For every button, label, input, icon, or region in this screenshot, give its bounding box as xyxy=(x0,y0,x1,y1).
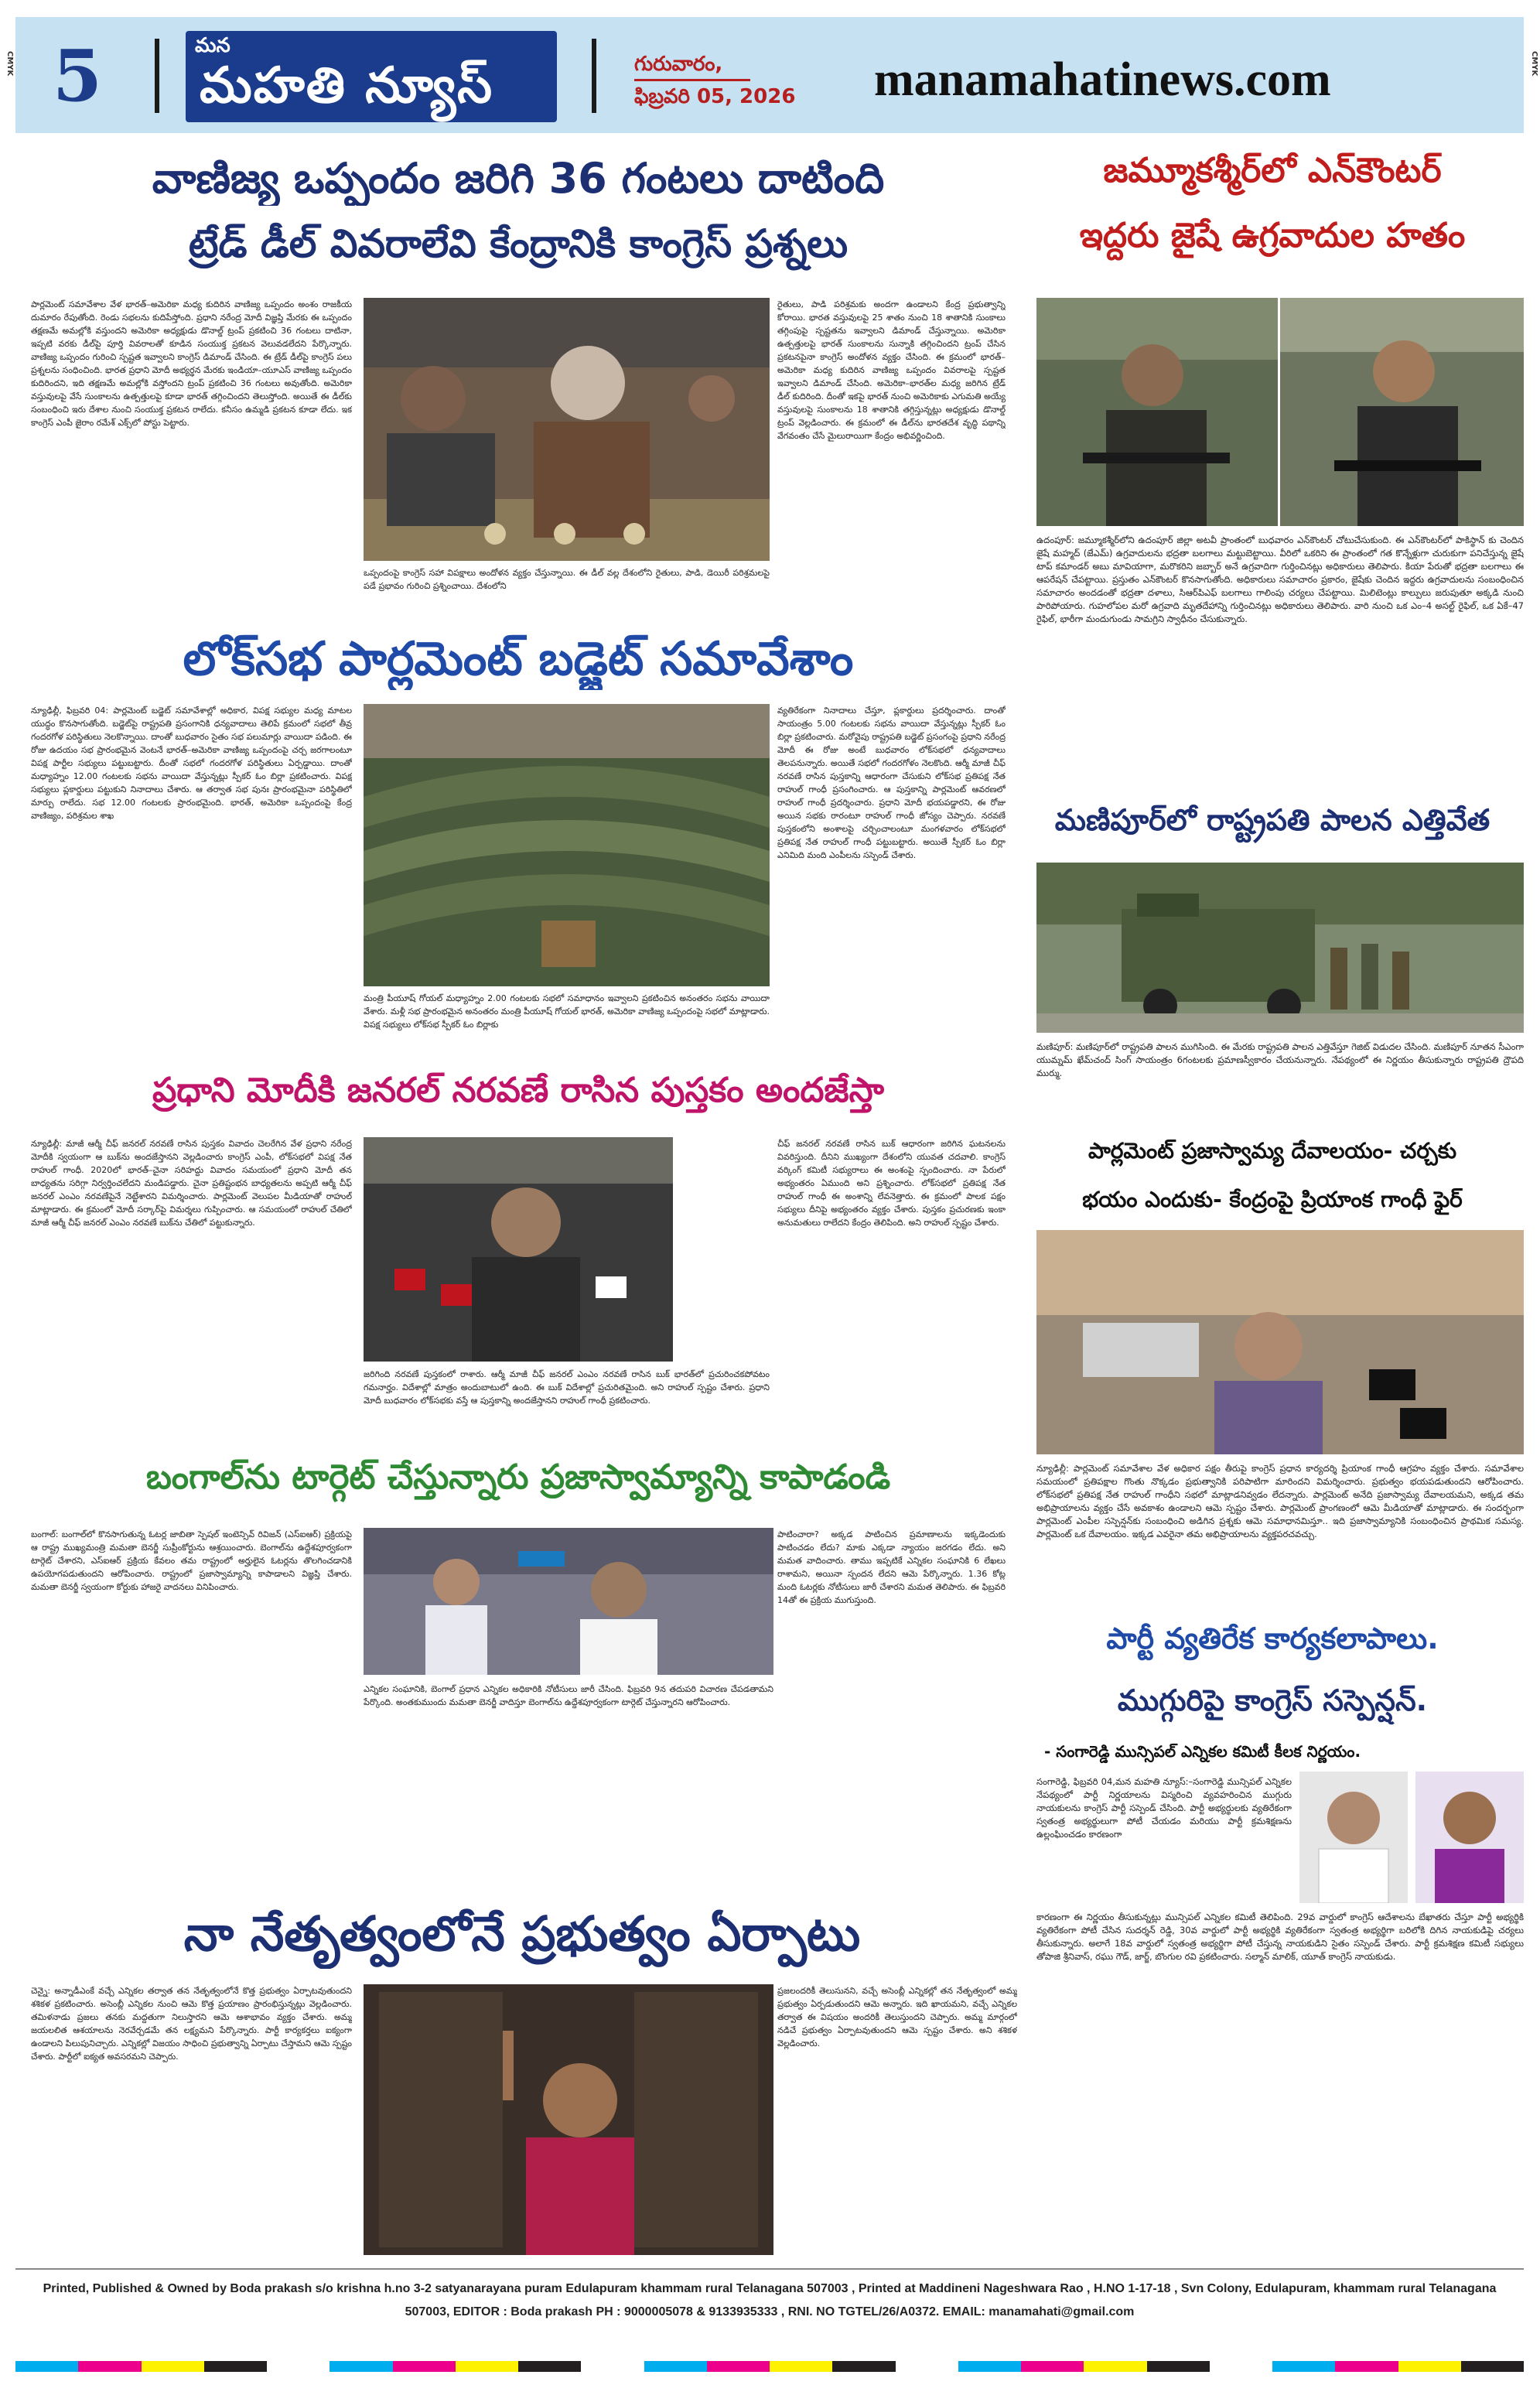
congress-leader-photo-1 xyxy=(1299,1772,1408,1903)
rahul-gandhi-photo xyxy=(364,1137,673,1362)
masthead-divider xyxy=(592,39,596,113)
masthead xyxy=(15,17,1524,133)
sasikala-photo xyxy=(364,1984,773,2255)
naravane-column-1: న్యూఢిల్లీ: మాజీ ఆర్మీ చీఫ్ జనరల్ నరవణే రాసిన పుస్తకం వివాదం చెలరేగిన వేళ ప్రధాని నరేంద్ర మోదీకి స్వయంగా ఆ బుక్‌ను అందజేస్తానని వెల్లడించారు కాంగ్రెస్ ఎంపీ, లోక్‌సభలో విపక్ష నేత రాహుల్ గాంధీ. 2020లో భారత్–చైనా సరిహద్దు వివాదం సమయంలో ప్రధాని మోదీ తన బాధ్యతను సరిగ్గా నిర్వర్తించలేదని మండిపడ్డారు. చైనా ప్రతిష్టంభన బాధ్యతలను అప్పటి ఆర్మీ చీఫ్ జనరల్ ఎంఎం నరవణేపైనే నెట్టేశారని విమర్శించారు. పార్లమెంట్ వెలుపల మీడియాతో రాహుల్ మాట్లాడారు. ఈ క్రమంలో మోదీ సర్కార్‌పై విమర్శలు గుప్పించారు. ఆ సమయంలో రాహుల్ చేతిలో మాజీ ఆర్మీ చీఫ్ జనరల్ ఎంఎం నరవణే బుక్‌ను చేతిలో పట్టుకున్నారు. xyxy=(31,1139,352,1228)
congress-leader-photo-2 xyxy=(1415,1772,1524,1903)
masthead-divider xyxy=(155,39,159,113)
kashmir-body: ఉదంపూర్: జమ్మూకశ్మీర్‌లోని ఉదంపూర్ జిల్లా అటవీ ప్రాంతంలో బుధవారం ఎన్‌కౌంటర్ చోటుచేసుకుంది. ఈ ఎన్‌కౌంటర్‌లో పాకిస్థాన్ కు చెందిన జైషే మహ్మద్ (జేఎమ్) ఉగ్రవాదులను భద్రతా బలగాలు మట్టుబెట్టాయి. వీరిలో ఒకరిని ఈ ప్రాంతంలో గత కొన్నేళ్లుగా చురుకుగా పనిచేస్తున్న జైషే టాప్ కమాండర్ అబు మావియాగా, మరొకరిని జబ్బార్ అనే ఉగ్రవాదిగా గుర్తించినట్లు అధికారులు తెలిపారు. కియా పేరుతో భద్రతా బలగాలు ఈ ఆపరేషన్ చేపట్టాయి. ప్రస్తుతం ఎన్‌కౌంటర్ కొనసాగుతోంది. అధికారులు సమాచారం ప్రకారం, జైషేకు చెందిన ఇద్దరు ఉగ్రవాదులను సంబంధించిన సమాచారం అందడంతో భద్రతా దళాలు, సిఆర్‌పిఎఫ్ బలగాలు గాలింపు చర్యలు చేపట్టాయి. మిలిటెంట్లు కాల్పులు జరుపుతూ అక్కడి నుంచి పారిపోయారు. గుహలోపల మరో ఉగ్రవాది మృతదేహాన్ని గుర్తించినట్లు అధికారులు తెలిపారు. వారి నుంచి ఒక ఎం–4 అసల్ట్ రైఫిల్, ఒక ఏకే–47 రైఫిల్, భారీగా మందుగుండు సామగ్రిని స్వాధీనం చేసుకున్నారు. xyxy=(1036,535,1524,624)
date-rule xyxy=(634,79,750,81)
suspension-subhead: - సంగారెడ్డి మున్సిపల్ ఎన్నికల కమిటీ కీలక నిర్ణయం. xyxy=(1044,1742,1361,1761)
bengal-column-1: బంగాల్: బంగాల్‌లో కొనసాగుతున్న ఓటర్ల జాబితా స్పెషల్ ఇంటెన్సివ్ రివిజన్ (ఎస్ఐఆర్) ప్రక్రియపై ఆ రాష్ట్ర ముఖ్యమంత్రి మమతా బెనర్జీ సుప్రీంకోర్టును ఆశ్రయించారు. బెంగాల్‌ను ఉద్దేశపూర్వకంగా టార్గెట్ చేశారని, ఎస్ఐఆర్ ప్రక్రియ కేవలం తమ రాష్ట్రంలో అర్హులైన ఓటర్లను తొలగించడానికి ఉపయోగపడుతుందని ఆరోపించారు. రాష్ట్రంలో ప్రజాస్వామ్యాన్ని కాపాడాలని విజ్ఞప్తి చేశారు. మమతా బెనర్జీ స్వయంగా కోర్టుకు హాజరై వాదనలు వినిపించారు. xyxy=(31,1529,352,1592)
page-number: 5 xyxy=(53,34,103,118)
trade-headline-1: వాణిజ్య ఒప్పందం జరిగి 36 గంటలు దాటింది xyxy=(152,154,885,203)
logo-title: మహతి న్యూస్ xyxy=(200,57,494,114)
footer-rule xyxy=(15,2268,1524,2270)
imprint-line: Printed, Published & Owned by Boda prakash s/o krishna h.no 3-2 satyanarayana puram Edulapuram khammam rural Telanagana 507003 , Printed at Maddineni Nageshwara Rao , H.NO 1-17-18 , Svn Colony, Edulapuram, khammam rural Telanagana 507003, EDITOR : Boda prakash PH : 9000005078 & 9133935333 , RNI. NO TGTEL/26/A0372. EMAIL: manamahati@gmail.com xyxy=(43,2282,1497,2318)
priyanka-gandhi-photo xyxy=(1036,1230,1524,1454)
site-url[interactable]: manamahatinews.com xyxy=(874,53,1331,106)
issue-date: ఫిబ్రవరి 05, 2026 xyxy=(634,85,796,108)
newspaper-logo[interactable] xyxy=(186,31,557,122)
govt-column-2: ప్రజలందరికీ తెలుసునని, వచ్చే అసెంబ్లీ ఎన్నికల్లో తన నేతృత్వంలో అమ్మ ప్రభుత్వం ఏర్పడుతుందని ఆమె అన్నారు. ఇది ఖాయమని, వచ్చే ఎన్నికల తర్వాత ఈ విషయం అందరికీ తెలుస్తుందని చెప్పారు. అమ్మ మార్గంలో నడిచే ప్రభుత్వం ఏర్పాటవుతుందని ఆమె స్పష్టం చేశారు. అని శశికళ వెల్లడించారు. xyxy=(777,1986,1017,2048)
trade-column-3: రైతులు, పాడి పరిశ్రమకు అందగా ఉండాలని కేంద్ర ప్రభుత్వాన్ని కోరాయి. భారత వస్తువులపై 25 శాతం నుంచి 18 శాతానికి సుంకాలు తగ్గింపుపై స్పష్టతను ఇవ్వాలని డిమాండ్ చేస్తున్నాయి. అమెరికా ఉత్పత్తులపై భారత్ సుంకాలను సున్నాకి తగ్గించిందని ట్రంప్ చేసిన ప్రకటనపైనా కాంగ్రెస్ అందోళన వ్యక్తం చేసింది. ఈ క్రమంలో భారత్–అమెరికా మధ్య కుదిరిన వాణిజ్య ఒప్పందం వివరాలపై స్పష్టత ఇవ్వాలని డిమాండ్ చేసింది. అమెరికా–భారత్‌ల మధ్య జరిగిన ట్రేడ్ డీల్ కుదిరింది. దీంతో ఇకపై భారత్ నుంచి అమెరికాకు ఎగుమతి అయ్యే వస్తువులపై సుంకాలను 18 శాతానికి తగ్గిస్తున్నట్లు అధ్యక్షుడు డొనాల్డ్ ట్రంప్ వెల్లడించారు. ఈ క్రమంలో ఈ డీల్‌ను భారతదేశ వృద్ధి పథాన్ని వేగవంతం చేసే మైలురాయిగా కేంద్రం అభివర్ణించింది. xyxy=(777,299,1006,441)
manipur-headline: మణిపూర్‌లో రాష్ట్రపతి పాలన ఎత్తివేత xyxy=(1054,803,1490,837)
suspension-headline-1: పార్టీ వ్యతిరేక కార్యకలాపాలు. xyxy=(1106,1621,1439,1655)
budget-column-1: న్యూఢిల్లీ, ఫిబ్రవరి 04: పార్లమెంట్ బడ్జెట్ సమావేశాల్లో అధికార, విపక్ష సభ్యుల మధ్య మాటల యుద్ధం కొనసాగుతోంది. బడ్జెట్‌పై రాష్ట్రపతి ప్రసంగానికి ధన్యవాదాలు తెలిపే క్రమంలో సభలో తీవ్ర గందరగోళ పరిస్థితులు నెలకొన్నాయి. దాంతో బుధవారం సైతం సభ పలుమార్లు వాయిదా పడింది. ఈ రోజు ఉదయం సభ ప్రారంభమైన వెంటనే భారత్–అమెరికా వాణిజ్య ఒప్పందంపై చర్చ జరగాలంటూ విపక్ష పార్టీల సభ్యులు పట్టుబట్టారు. దీంతో సభలో గందరగోళ పరిస్థితులు ఏర్పడ్డాయి. దాంతో మధ్యాహ్నం 12.00 గంటలకు సభను వాయిదా వేస్తున్నట్లు స్పీకర్ ఓం బిర్లా ప్రకటించారు. విపక్ష సభ్యులు ప్లకార్డులు పట్టుకుని నినాదాలు చేశారు. ఆ తర్వాత సభ పునః ప్రారంభమైనా పరిస్థితిలో మార్పు రాలేదు. సభ 12.00 గంటలకు ప్రారంభమైంది. భారత్, అమెరికా ఒప్పందంపై కేంద్ర వాణిజ్యం, పరిశ్రమల శాఖ xyxy=(31,706,352,821)
budget-headline: లోక్‌సభ పార్లమెంట్ బడ్జెట్ సమావేశాం xyxy=(183,632,854,686)
priyanka-headline-2: భయం ఎందుకు- కేంద్రంపై ప్రియాంక గాంధీ ఫైర్ xyxy=(1082,1187,1463,1212)
govt-headline: నా నేతృత్వంలోనే ప్రభుత్వం ఏర్పాటు xyxy=(183,1905,861,1962)
militant-photo-1 xyxy=(1036,298,1278,526)
bengal-column-3: పాటించారా? అక్కడ పాటించిన ప్రమాణాలను ఇక్కడెందుకు పాటించడం లేదు? మాకు ఎక్కడా న్యాయం జరగడం లేదు. అని మమత వాదించారు. తాము ఇప్పటికే ఎన్నికల సంఘానికి 6 లేఖలు రాశామని, అయినా స్పందన లేదని ఆమె పేర్కొన్నారు. 1.36 కోట్ల మంది ఓటర్లకు నోటీసులు జారీ చేశారని మమత తెలిపారు. ఈ ఫిబ్రవరి 14తో ఈ ప్రక్రియ ముగుస్తుంది. xyxy=(777,1529,1006,1605)
issue-day: గురువారం, xyxy=(634,53,723,76)
budget-column-3: వ్యతిరేకంగా నినాదాలు చేస్తూ, ప్లకార్డులు ప్రదర్శించారు. దాంతో సాయంత్రం 5.00 గంటలకు సభను వాయిదా వేస్తున్నట్లు స్పీకర్ ఓం బిర్లా ప్రకటించారు. మరోవైపు రాష్ట్రపతి బడ్జెట్ ప్రసంగంపై ప్రధాని నరేంద్ర మోదీ ఈ రోజు అంటే బుధవారం లోక్‌సభలో ధన్యవాదాలు తెలపనున్నారు. అయితే సభలో గందరగోళం నెలకొంది. ఆర్మీ మాజీ చీఫ్ నరవణే రాసిన పుస్తకాన్ని ఆధారంగా చేసుకుని లోక్‌సభ ప్రతిపక్ష నేత రాహుల్ గాంధీ ప్రసంగించారు. ఆ పుస్తకాన్ని పార్లమెంట్ ఆవరణలో రాహుల్ గాంధీ ప్రదర్శించారు. ప్రధాని మోదీ భయపడ్డారని, ఈ రోజు అయిన సభకు రారంటూ రాహుల్ గాంధీ జోస్యం చెప్పారు. నరవణే పుస్తకంలోని అంశాలపై చర్చించాలంటూ మంగళవారం లోక్‌సభలో ప్రతిపక్ష నేత రాహుల్ గాంధీ పట్టుబట్టారు. అయితే స్పీకర్ ఓం బిర్లా ఎనిమిది మంది ఎంపీలను సస్పెండ్ చేశారు. xyxy=(777,706,1006,860)
trade-headline-2: ట్రేడ్ డీల్ వివరాలేవి కేంద్రానికి కాంగ్రెస్ ప్రశ్నలు xyxy=(188,221,849,266)
mamata-banerjee-photo xyxy=(364,1528,773,1675)
naravane-column-2: జరిగింది నరవణే పుస్తకంలో రాశారు. ఆర్మీ మాజీ చీఫ్ జనరల్ ఎంఎం నరవణే రాసిన బుక్ భారత్‌లో ప్రచురించకపోవటం గమనార్హం. విదేశాల్లో మాత్రం అందుబాటులో ఉంది. ఈ బుక్ విదేశాల్లో ప్రచురితమైంది. అని రాహుల్ స్పష్టం చేశారు. ప్రధాని మోదీ బుధవారం లోక్‌సభకు వస్తే ఆ పుస్తకాన్ని అందజేస్తానని రాహుల్ గాంధీ ప్రకటించారు. xyxy=(364,1369,770,1406)
registration-mark: CMYK xyxy=(5,50,14,77)
priyanka-headline-1: పార్లమెంట్ ప్రజాస్వామ్య దేవాలయం- చర్చకు xyxy=(1088,1138,1457,1163)
naravane-column-3: చీఫ్ జనరల్ నరవణే రాసిన బుక్ ఆధారంగా జరిగిన ఘటనలను వివరిస్తుంది. దీనిని ముఖ్యంగా దేశంలోని యువత చదవాలి. కాంగ్రెస్ వర్కింగ్ కమిటీ సభ్యురాలు ఈ అంశంపై స్పందించారు. నా పేరులో అభ్యంతరం ఏముంది అని ప్రశ్నించారు. లోక్‌సభలో ప్రతిపక్ష నేత రాహుల్ గాంధీ ఈ అంశాన్ని లేవనెత్తారు. ఈ క్రమంలో పాలక పక్షం సభ్యులు దీనిపై అభ్యంతరం వ్యక్తం చేశారు. పుస్తకం ప్రచురణకు ఇంకా అనుమతులు రాలేదని కేంద్రం తెలిపింది. అని రాహుల్ స్పష్టం చేశారు. xyxy=(777,1139,1006,1228)
suspension-column-wide: కారణంగా ఈ నిర్ణయం తీసుకున్నట్లు మున్సిపల్ ఎన్నికల కమిటీ తెలిపింది. 29వ వార్డులో కాంగ్రెస్ ఆదేశాలను బేఖాతరు చేస్తూ పార్టీ అభ్యర్థికి వ్యతిరేకంగా పోటీ చేసిన సుదర్శన్ రెడ్డి, 30వ వార్డులో పార్టీ అభ్యర్థికి వ్యతిరేకంగా స్వతంత్ర అభ్యర్థిగా బరిలోకి దిగిన నాయకుడిపై చర్యలు తీసుకున్నారు. అలాగే 18వ వార్డులో స్వతంత్ర అభ్యర్థిగా పోటీ చేస్తున్న నాయకుడిని సైతం సస్పెండ్ చేశారు. పార్టీ క్రమశిక్షణ కమిటీ సభ్యులు తోపాజి శ్రీనివాస్, రఘు గౌడ్, జార్జ్, బొంగుల రవి ప్రకటించారు. సల్మాన్ మాలిక్, యూత్ కాంగ్రెస్ నాయకుడు. xyxy=(1036,1912,1524,1962)
govt-column-1: చెన్నై: అన్నాడీఎంకే వచ్చే ఎన్నికల తర్వాత తన నేతృత్వంలోనే కొత్త ప్రభుత్వం ఏర్పాటవుతుందని శశికళ ప్రకటించారు. అసెంబ్లీ ఎన్నికల నుంచి ఆమె కొత్త ప్రయాణం ప్రారంభిస్తున్నట్లు వెల్లడించారు. తమిళనాడు ప్రజలు తనకు మద్దతుగా నిలుస్తారని ఆమె ఆశాభావం వ్యక్తం చేశారు. అమ్మ జయలలిత ఆశయాలను నెరవేర్చడమే తన లక్ష్యమని పేర్కొన్నారు. పార్టీ కార్యకర్తలు ఐక్యంగా ఉండాలని పిలుపునిచ్చారు. ఎన్నికల్లో విజయం సాధించి ప్రభుత్వాన్ని ఏర్పాటు చేస్తామని ఆమె స్పష్టం చేశారు. పార్టీలో ఐక్యత అవసరమని చెప్పారు. xyxy=(31,1986,352,2062)
priyanka-body: న్యూఢిల్లీ: పార్లమెంట్ సమావేశాల వేళ అధికార పక్షం తీరుపై కాంగ్రెస్ ప్రధాన కార్యదర్శి ప్రియాంక గాంధీ ఆగ్రహం వ్యక్తం చేశారు. సమావేశాల సమయంలో ప్రతిపక్షాల గొంతు నొక్కడం ప్రభుత్వానికి పరిపాటిగా మారిందని విమర్శించారు. ప్రభుత్వం భయపడుతుందని ఆరోపించారు. లోక్‌సభలో ప్రతిపక్ష నేత రాహుల్ గాంధీని సభలో మాట్లాడనివ్వడం లేదన్నారు. పార్లమెంట్ అనేది ప్రజాస్వామ్య దేవాలయమని, అక్కడ తమ అభిప్రాయాలను వ్యక్తం చేసే అవకాశం ఉండాలని ఆమె స్పష్టం చేశారు. పార్లమెంట్ ప్రాంగణంలో ఆమె మీడియాతో మాట్లాడారు. ఈ సందర్భంగా పార్లమెంట్ ఎంపీల సస్పెన్షన్‌కు సంబంధించి అడిగిన ప్రశ్నకు ఆమె సమాధానమిస్తూ.. ఇది ప్రజాస్వామ్యానికి సంబంధించిన ప్రాథమిక సమస్య. పార్లమెంట్ ఒక దేవాలయం. ఇక్కడ ఎవరైనా తమ అభిప్రాయాలను వ్యక్తపరచవచ్చు. xyxy=(1036,1463,1524,1539)
trade-column-1: పార్లమెంట్ సమావేశాల వేళ భారత్–అమెరికా మధ్య కుదిరిన వాణిజ్య ఒప్పందం అంశం రాజకీయ దుమారం రేపుతోంది. రెండు సభలను కుదిపేస్తోంది. ప్రధాని నరేంద్ర మోదీ విజ్ఞప్తి మేరకు ఈ ఒప్పందం తక్షణమే అమల్లోకి వస్తుందని అమెరికా అధ్యక్షుడు డొనాల్డ్ ట్రంప్ ప్రకటించి 36 గంటలు దాటినా, ఇప్పటి వరకు డీల్‌పై పూర్తి వివరాలతో కూడిన సంయుక్త ప్రకటన వెలువడలేదని పేర్కొన్నారు. వాణిజ్య ఒప్పందం గురించి స్పష్టత ఇవ్వాలని కాంగ్రెస్ డిమాండ్ చేసింది. ఈ ట్రేడ్ డీల్‌పై కాంగ్రెస్ పలు ప్రశ్నలను సంధించింది. భారత ప్రధాని మోదీ అభ్యర్థన మేరకు ఇండియా–యూఎస్ వాణిజ్య ఒప్పందం కుదిరిందని, ఇది తక్షణమే అమల్లోకి వస్తోందని ట్రంప్ ప్రకటించి 36 గంటలు అవుతోంది. అమెరికా వస్తువులపై వేసే సుంకాలను ఉత్పత్తులపై కూడా భారత్ తగ్గించిందని తెలుస్తోంది. అయితే ఈ డీల్‌కు సంబంధించి ఇరు దేశాల నుంచి సంయుక్త ప్రకటన రాలేదు. కనీసం ఉమ్మడి ప్రకటన కూడా లేదు. ఇక కాంగ్రెస్ ఎంపీ జైరాం రమేశ్ ఎక్స్‌లో పోస్టు పెట్టారు. xyxy=(31,299,352,428)
budget-column-2: మంత్రి పీయూష్ గోయల్ మధ్యాహ్నం 2.00 గంటలకు సభలో సమాధానం ఇవ్వాలని ప్రకటించిన అనంతరం సభను వాయిదా వేశారు. మళ్లీ సభ ప్రారంభమైన అనంతరం మంత్రి పీయూష్ గోయల్ భారత్, అమెరికా వాణిజ్య ఒప్పందంపై సభలో మాట్లాడారు. విపక్ష సభ్యులు లోక్‌సభ స్పీకర్ ఓం బిర్లాకు xyxy=(364,993,770,1030)
bengal-headline: బంగాల్‌ను టార్గెట్ చేస్తున్నారు ప్రజాస్వామ్యాన్ని కాపాడండి xyxy=(145,1457,891,1497)
registration-mark: CMYK xyxy=(1530,50,1538,77)
logo-prefix: మన xyxy=(195,34,230,57)
kashmir-headline-1: జమ్మూకశ్మీర్‌లో ఎన్‌కౌంటర్ xyxy=(1103,151,1442,190)
trade-column-2: ఒప్పందంపై కాంగ్రెస్ సహా విపక్షాలు అందోళన వ్యక్తం చేస్తున్నాయి. ఈ డీల్ వల్ల దేశంలోని రైతులు, పాడి, డెయిరీ పరిశ్రమలపై పడే ప్రభావం గురించి ప్రశ్నించాయి. దేశంలోని xyxy=(364,568,770,591)
lok-sabha-photo xyxy=(364,704,770,986)
parliament-speaker-photo xyxy=(364,298,770,561)
naravane-headline: ప్రధాని మోదీకి జనరల్ నరవణే రాసిన పుస్తకం అందజేస్తా xyxy=(152,1071,884,1110)
militant-photo-2 xyxy=(1280,298,1524,526)
print-color-strip xyxy=(15,2361,1524,2372)
manipur-photo xyxy=(1036,863,1524,1033)
bengal-column-2: ఎన్నికల సంఘానికి, బెంగాల్ ప్రధాన ఎన్నికల అధికారికి నోటీసులు జారీ చేసింది. ఫిబ్రవరి 9న తదుపరి విచారణ చేపడతామని పేర్కొంది. అంతకుముందు మమతా బెనర్జీ వాదిస్తూ బెంగాల్‌ను ఉద్దేశపూర్వకంగా టార్గెట్ చేస్తున్నారని ఆరోపించారు. xyxy=(364,1684,773,1707)
kashmir-headline-2: ఇద్దరు జైషే ఉగ్రవాదుల హతం xyxy=(1079,216,1466,255)
suspension-column-1: సంగారెడ్డి, ఫిబ్రవరి 04,మన మహతి న్యూస్:–సంగారెడ్డి మున్సిపల్ ఎన్నికల నేపథ్యంలో పార్టీ నిర్ణయాలను విస్మరించి వ్యవహరించిన ముగ్గురు నాయకులను కాంగ్రెస్ పార్టీ సస్పెండ్ చేసింది. పార్టీ అభ్యర్థులకు వ్యతిరేకంగా స్వతంత్ర అభ్యర్థులుగా పోటీ చేయడం మరియు పార్టీ క్రమశిక్షణను ఉల్లంఘించడం కారణంగా xyxy=(1036,1776,1292,1840)
suspension-headline-2: ముగ్గురిపై కాంగ్రెస్ సస్పెన్షన్. xyxy=(1117,1683,1428,1717)
manipur-body: మణిపూర్: మణిపూర్‌లో రాష్ట్రపతి పాలన ముగిసింది. ఈ మేరకు రాష్ట్రపతి పాలన ఎత్తివేస్తూ గెజిట్ విడుదల చేసింది. మణిపూర్ నూతన సీఎంగా యుమ్నమ్ ఖేమ్‌చంద్ సింగ్ సాయంత్రం 6గంటలకు ప్రమాణస్వీకారం చేయనున్నారు. నేపథ్యంలో ఈ నిర్ణయం తీసుకున్నారు రాష్ట్రపతి ద్రౌపది ముర్ము. xyxy=(1036,1041,1524,1078)
